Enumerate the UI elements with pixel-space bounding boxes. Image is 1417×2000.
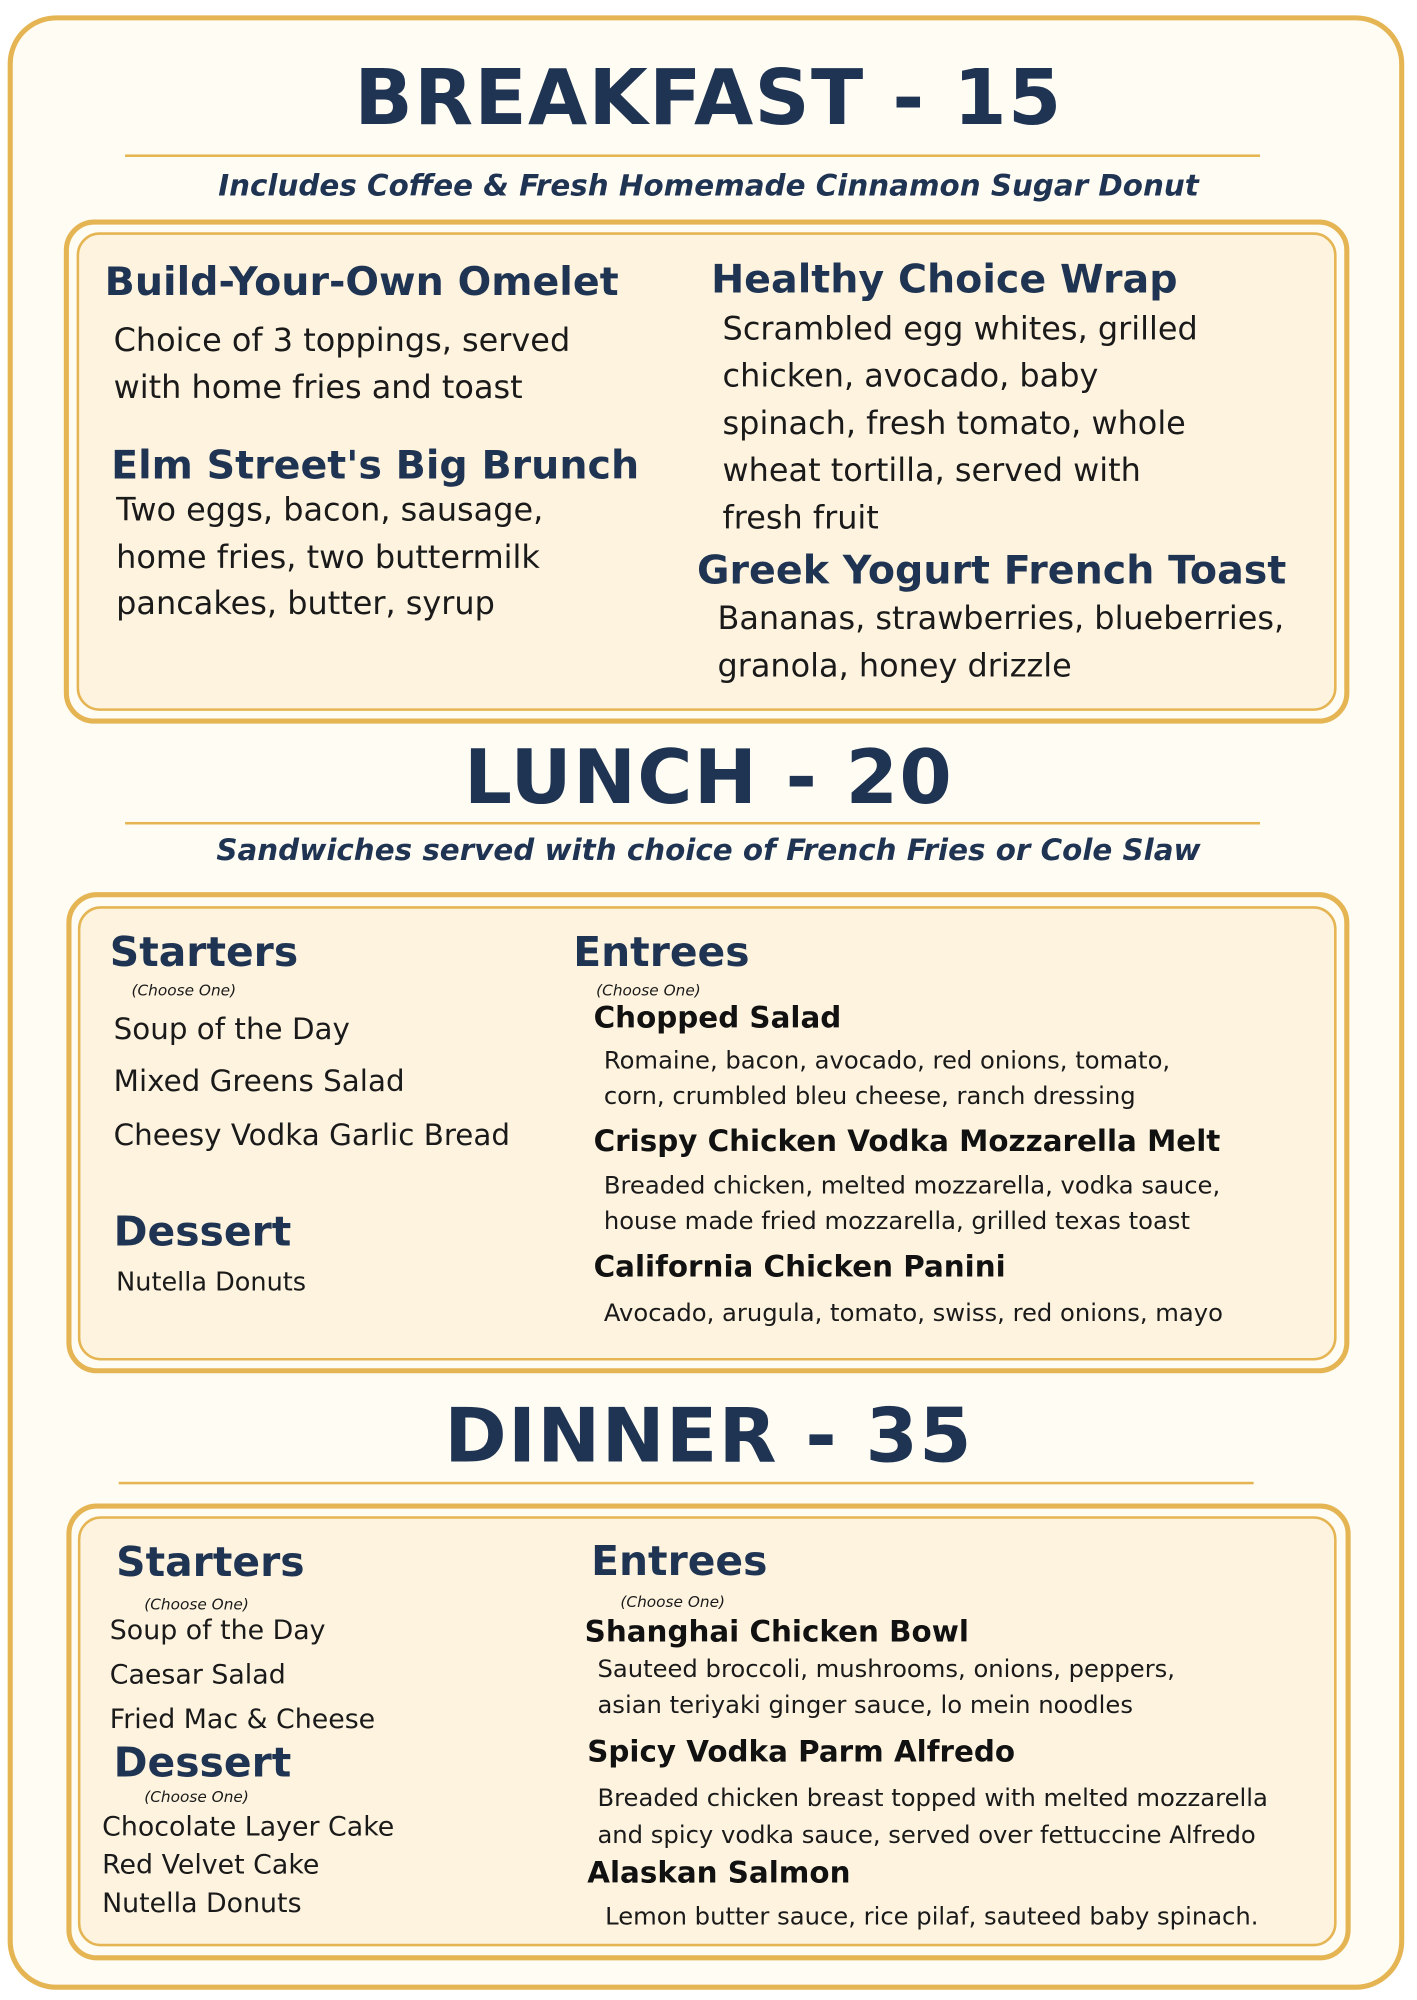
chopped-salad-title: Chopped Salad xyxy=(593,1001,842,1036)
lunch-entrees-note: (Choose One) xyxy=(596,981,701,1000)
dinner-dessert-note: (Choose One) xyxy=(144,1788,249,1806)
lunch-starter-1: Soup of the Day xyxy=(113,1013,350,1047)
dinner-starter-1: Soup of the Day xyxy=(109,1614,326,1646)
big-brunch-title: Elm Street's Big Brunch xyxy=(111,442,640,489)
dinner-dessert-3: Nutella Donuts xyxy=(102,1887,302,1919)
omelet-desc-1: Choice of 3 toppings, served xyxy=(113,321,571,359)
healthy-wrap-desc-1: Scrambled egg whites, grilled xyxy=(722,310,1198,348)
shanghai-bowl-desc-1: Sauteed broccoli, mushrooms, onions, peppers, xyxy=(597,1655,1176,1684)
lunch-starters-heading: Starters xyxy=(109,927,299,977)
salmon-desc-1: Lemon butter sauce, rice pilaf, sauteed baby spinach. xyxy=(605,1902,1259,1932)
dinner-title: DINNER - 35 xyxy=(444,1391,973,1480)
healthy-wrap-desc-5: fresh fruit xyxy=(722,499,879,537)
breakfast-subtitle: Includes Coffee & Fresh Homemade Cinnamon Sugar Donut xyxy=(218,169,1199,203)
panini-desc-1: Avocado, arugula, tomato, swiss, red onions, mayo xyxy=(603,1299,1223,1328)
dinner-entrees-note: (Choose One) xyxy=(620,1592,726,1611)
lunch-dessert-1: Nutella Donuts xyxy=(116,1266,307,1297)
dinner-starter-2: Caesar Salad xyxy=(109,1659,286,1690)
dinner-divider xyxy=(119,1482,1254,1485)
dinner-starters-heading: Starters xyxy=(116,1537,305,1587)
lunch-entrees-heading: Entrees xyxy=(573,927,750,977)
big-brunch-desc-2: home fries, two buttermilk xyxy=(116,538,540,576)
french-toast-desc-2: granola, honey drizzle xyxy=(717,647,1072,685)
dinner-dessert-heading: Dessert xyxy=(113,1738,292,1787)
big-brunch-desc-1: Two eggs, bacon, sausage, xyxy=(116,491,544,529)
lunch-starters-note: (Choose One) xyxy=(131,981,237,1000)
chopped-salad-desc-1: Romaine, bacon, avocado, red onions, tomato, xyxy=(603,1046,1171,1075)
big-brunch-desc-3: pancakes, butter, syrup xyxy=(116,584,495,622)
dinner-starter-3: Fried Mac & Cheese xyxy=(109,1703,376,1735)
breakfast-divider xyxy=(125,154,1260,157)
shanghai-bowl-desc-2: asian teriyaki ginger sauce, lo mein noodles xyxy=(597,1691,1133,1720)
vodka-alfredo-desc-2: and spicy vodka sauce, served over fettuccine Alfredo xyxy=(597,1821,1256,1850)
lunch-divider xyxy=(125,822,1260,825)
dinner-dessert-2: Red Velvet Cake xyxy=(102,1849,320,1880)
breakfast-title: BREAKFAST - 15 xyxy=(354,53,1063,143)
healthy-wrap-title: Healthy Choice Wrap xyxy=(711,256,1178,303)
panini-title: California Chicken Panini xyxy=(593,1250,1006,1284)
vodka-melt-desc-2: house made fried mozzarella, grilled texas toast xyxy=(603,1207,1190,1236)
lunch-subtitle: Sandwiches served with choice of French Fries or Cole Slaw xyxy=(216,834,1201,868)
vodka-melt-title: Crispy Chicken Vodka Mozzarella Melt xyxy=(593,1125,1221,1159)
salmon-title: Alaskan Salmon xyxy=(587,1857,851,1891)
lunch-starter-2: Mixed Greens Salad xyxy=(113,1065,405,1099)
dinner-starters-note: (Choose One) xyxy=(144,1595,249,1614)
healthy-wrap-desc-2: chicken, avocado, baby xyxy=(722,357,1099,395)
shanghai-bowl-title: Shanghai Chicken Bowl xyxy=(584,1615,969,1649)
lunch-title: LUNCH - 20 xyxy=(463,732,954,821)
chopped-salad-desc-2: corn, crumbled bleu cheese, ranch dressing xyxy=(603,1082,1136,1111)
vodka-alfredo-desc-1: Breaded chicken breast topped with melted mozzarella xyxy=(597,1784,1268,1813)
omelet-title: Build-Your-Own Omelet xyxy=(104,259,619,306)
french-toast-title: Greek Yogurt French Toast xyxy=(697,547,1287,594)
omelet-desc-2: with home fries and toast xyxy=(113,368,523,406)
lunch-dessert-heading: Dessert xyxy=(113,1207,292,1256)
vodka-alfredo-title: Spicy Vodka Parm Alfredo xyxy=(587,1735,1016,1769)
healthy-wrap-desc-4: wheat tortilla, served with xyxy=(722,451,1141,489)
dinner-entrees-heading: Entrees xyxy=(591,1536,768,1586)
lunch-starter-3: Cheesy Vodka Garlic Bread xyxy=(113,1119,510,1153)
vodka-melt-desc-1: Breaded chicken, melted mozzarella, vodka sauce, xyxy=(603,1171,1221,1200)
dinner-dessert-1: Chocolate Layer Cake xyxy=(102,1811,395,1842)
healthy-wrap-desc-3: spinach, fresh tomato, whole xyxy=(722,404,1186,442)
french-toast-desc-1: Bananas, strawberries, blueberries, xyxy=(717,599,1285,637)
